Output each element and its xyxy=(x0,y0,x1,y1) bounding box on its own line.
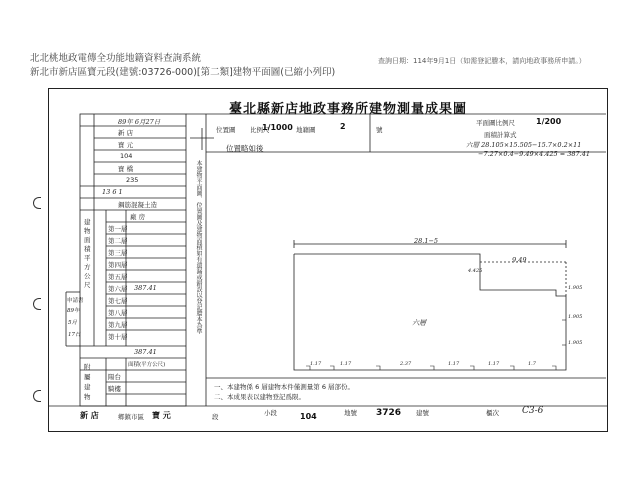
plan-scale-label: 平面圖比例尺 xyxy=(476,119,515,127)
right-dimension: 1.905 xyxy=(568,285,583,291)
footer-subsection-label: 小段 xyxy=(264,409,277,417)
location-map-label: 位置圖 xyxy=(216,126,236,134)
main-use: 廠 房 xyxy=(130,213,146,221)
alley-value: 235 xyxy=(126,176,139,184)
area-formula-line-2: −7.27×0.4−9.49×4.425 = 387.41 xyxy=(478,150,590,158)
location-scale: 1/1000 xyxy=(262,123,293,132)
footer-district: 新 店 xyxy=(80,411,99,420)
district-value: 新 店 xyxy=(118,129,134,137)
floor-row: 第四層 xyxy=(108,261,128,269)
record-info: 新北市新店區寶元段(建號:03726-000)[第二類]建物平面圖(已縮小列印) xyxy=(30,67,336,78)
floor-row: 第七層 xyxy=(108,297,128,305)
right-dimension: 1.905 xyxy=(568,340,583,346)
bottom-dimension: 1.17 xyxy=(448,361,460,367)
area-header: 面積(平方公尺) xyxy=(128,362,166,368)
floor-row: 第九層 xyxy=(108,321,128,329)
survey-date: 89年 6月27日 xyxy=(118,118,161,126)
attach-row-arcade: 騎樓 xyxy=(108,385,121,393)
system-title: 北北桃地政電傳全功能地籍資料查詢系統 xyxy=(30,53,202,64)
location-scale-label: 比例尺 xyxy=(250,126,270,134)
footer-township-label: 鄉鎮市區 xyxy=(118,413,144,421)
footer-lot-number: 104 xyxy=(300,412,317,421)
footer-building-number: 3726 xyxy=(376,408,402,418)
top-dimension: 28.1−5 xyxy=(414,237,439,245)
application-year: 89年 xyxy=(67,308,80,314)
floor-row: 第八層 xyxy=(108,309,128,317)
floor-row: 第一層 xyxy=(108,225,128,233)
sixth-floor-area: 387.41 xyxy=(134,284,157,292)
bottom-dimension: 1.17 xyxy=(488,361,500,367)
bottom-dimension: 1.7 xyxy=(528,361,536,367)
vertical-statement: 本建物平面圖、位置圖及建物面積如有遺漏或錯誤以登記謄本為準 xyxy=(195,160,202,334)
floor-row: 第五層 xyxy=(108,273,128,281)
footer-section-label: 段 xyxy=(212,413,219,421)
section-value: 寶 元 xyxy=(118,141,134,149)
query-date: 查詢日期：114年9月1日（如需登記謄本，請向地政事務所申請。） xyxy=(378,57,586,65)
cadastral-sheet-number: 2 xyxy=(340,122,346,131)
area-formula-label: 面積計算式 xyxy=(484,131,517,139)
floor-row: 第三層 xyxy=(108,249,128,257)
lot-number: 104 xyxy=(120,152,133,160)
bottom-dimension: 2.37 xyxy=(400,361,412,367)
area-formula-line-1: 六層 28.105×15.505−15.7×0.2×11 xyxy=(466,141,582,149)
footer-lot-label: 地號 xyxy=(344,409,357,417)
bottom-dimension: 1.17 xyxy=(310,361,322,367)
cadastral-sheet-label: 地籍圖 xyxy=(296,126,316,134)
note-1: 一、本建物係 6 層建物本件僅測量第 6 層部份。 xyxy=(214,383,355,391)
cadastral-number-label: 號 xyxy=(376,126,383,134)
sheet-title: 臺北縣新店地政事務所建物測量成果圖 xyxy=(228,102,467,117)
building-area-label: 建 物 面 積 平 方 公 尺 xyxy=(84,218,91,289)
footer-cabinet-label: 櫃次 xyxy=(486,409,499,417)
plan-scale: 1/200 xyxy=(536,117,562,126)
floor-count: 13 6 1 xyxy=(102,188,123,196)
total-area: 387.41 xyxy=(134,348,157,356)
road-value: 寶 橋 xyxy=(118,165,134,173)
footer-building-label: 建號 xyxy=(416,409,429,417)
attach-row-balcony: 陽台 xyxy=(108,373,121,381)
room-label: 六層 xyxy=(412,319,426,327)
application-day: 17日 xyxy=(68,332,81,338)
floor-row: 第六層 xyxy=(108,285,128,293)
attached-building-label: 附 屬 建 物 xyxy=(84,363,91,401)
application-label: 申請書 xyxy=(67,298,84,304)
right-dimension: 1.905 xyxy=(568,314,583,320)
dimension-949: 9.49 xyxy=(512,256,527,264)
floor-row: 第十層 xyxy=(108,333,128,341)
main-structure: 鋼筋混凝土造 xyxy=(118,201,157,209)
dimension-4425: 4.425 xyxy=(468,268,483,274)
location-note: 位置略如後 xyxy=(226,144,264,153)
footer-cabinet-number: C3-6 xyxy=(522,406,544,416)
floor-row: 第二層 xyxy=(108,237,128,245)
note-2: 二、本成果表以建物登記爲限。 xyxy=(214,393,305,401)
bottom-dimension: 1.17 xyxy=(340,361,352,367)
footer-section: 寶 元 xyxy=(152,411,171,420)
application-month: 5月 xyxy=(68,320,77,326)
